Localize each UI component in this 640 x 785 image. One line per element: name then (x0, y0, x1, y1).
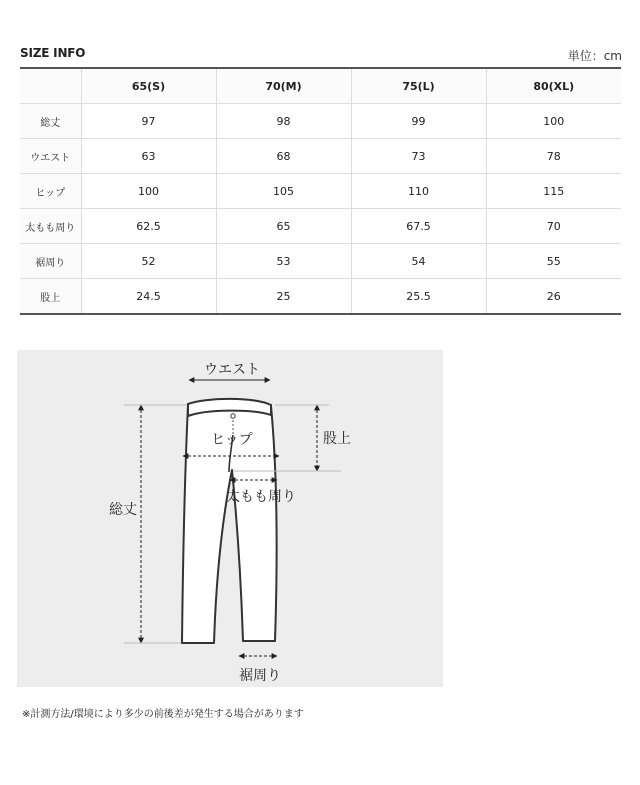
table-cell: 26 (546, 289, 561, 303)
table-cell: 54 (351, 244, 486, 279)
column-header: 65(S) (81, 68, 216, 104)
table-cell: 24.5 (81, 279, 216, 315)
row-label: 股上 (20, 279, 81, 315)
table-cell: 100 (486, 104, 621, 139)
column-header: 75(L) (351, 68, 486, 104)
hem-label: 裾周り (239, 668, 281, 684)
table-cell: 63 (81, 139, 216, 174)
table-row (20, 139, 621, 174)
table-cell: 97 (81, 104, 216, 139)
length-label: 総丈 (109, 502, 137, 518)
table-cell: 105 (216, 174, 351, 209)
table-cell: 53 (216, 244, 351, 279)
table-row (20, 104, 621, 139)
table-cell: 100 (81, 174, 216, 209)
table-cell: 98 (216, 104, 351, 139)
table-cell: 25.5 (351, 279, 486, 315)
row-label: 総丈 (20, 104, 81, 139)
column-header: 80(XL) (486, 68, 621, 104)
table-cell: 115 (486, 174, 621, 209)
table-row (20, 279, 621, 315)
thigh-label: 太もも周り (226, 489, 296, 505)
row-label: ウエスト (20, 139, 81, 174)
row-label: 太もも周り (20, 209, 81, 244)
table-cell: 99 (351, 104, 486, 139)
rise-label: 股上 (323, 431, 351, 447)
table-row (20, 209, 621, 244)
measurement-note: ※計測方法/環境により多少の前後差が発生する場合があります (22, 709, 304, 720)
row-label: ヒップ (20, 174, 81, 209)
table-cell: 68 (216, 139, 351, 174)
size-info-title: SIZE INFO (20, 46, 86, 60)
table-header-row (20, 68, 621, 104)
table-cell: 70 (486, 209, 621, 244)
waist-label: ウエスト (204, 362, 260, 378)
column-header: 70(M) (216, 68, 351, 104)
unit-label: 単位：cm (567, 49, 622, 63)
pants-measurement-diagram (17, 350, 443, 687)
table-cell: 110 (351, 174, 486, 209)
pants-illustration (17, 350, 443, 687)
corner-cell (20, 68, 81, 104)
row-label: 裾周り (20, 244, 81, 279)
table-cell: 65 (216, 209, 351, 244)
table-cell: 73 (351, 139, 486, 174)
table-cell: 25 (216, 279, 351, 315)
table-cell: 52 (81, 244, 216, 279)
table-row (20, 174, 621, 209)
table-cell: 78 (486, 139, 621, 174)
table-cell: 62.5 (81, 209, 216, 244)
hip-label: ヒップ (211, 432, 253, 448)
size-table (20, 67, 621, 315)
table-cell: 67.5 (351, 209, 486, 244)
table-row (20, 244, 621, 279)
table-cell: 55 (486, 244, 621, 279)
